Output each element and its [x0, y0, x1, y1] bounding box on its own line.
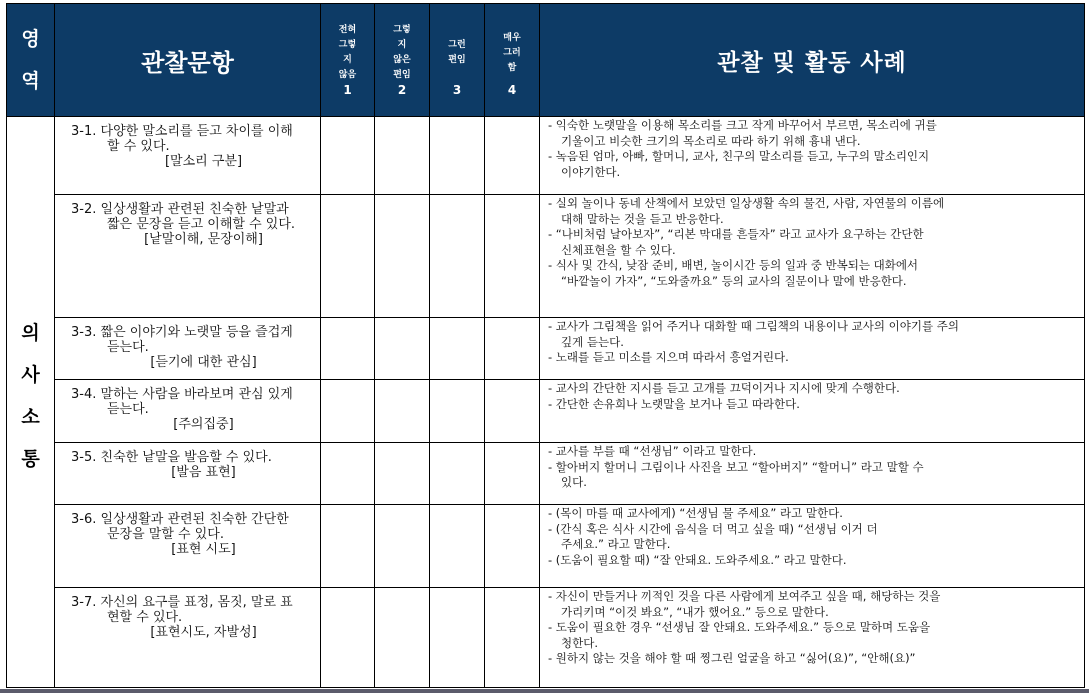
- rating-cell-4[interactable]: [485, 588, 540, 688]
- rating-cell-3[interactable]: [430, 505, 485, 588]
- rating-cell-4[interactable]: [485, 380, 540, 443]
- scale-1-number: 1: [343, 83, 352, 97]
- scale-2-number: 2: [397, 83, 407, 97]
- case-line: - 간단한 손유희나 노랫말을 보거나 듣고 따라한다.: [548, 396, 800, 411]
- case-cell: [540, 443, 1085, 505]
- item-description: 말하는 사람을 바라보며 관심 있게 듣는다.: [100, 387, 293, 417]
- scale-header-4: [485, 4, 540, 117]
- rating-cell-1[interactable]: [321, 505, 375, 588]
- scale-2-line: 지: [397, 40, 407, 50]
- item-category: [듣기에 대한 관심]: [150, 355, 257, 370]
- item-category: [말소리 구분]: [164, 154, 243, 169]
- scale-1-line: 전혀: [338, 25, 357, 35]
- scale-1-line: 그렇: [338, 40, 357, 50]
- scale-3-number: 3: [452, 83, 462, 97]
- rating-cell-1[interactable]: [321, 380, 375, 443]
- item-description: 일상생활과 관련된 친숙한 낱말과 짧은 문장을 듣고 이해할 수 있다.: [100, 202, 296, 232]
- item-category: [발음 표현]: [171, 465, 236, 480]
- rating-cell-2[interactable]: [375, 117, 430, 195]
- rating-cell-1[interactable]: [321, 195, 375, 318]
- case-line: - (간식 혹은 식사 시간에 음식을 더 먹고 싶을 때) “선생님 이거 더: [548, 521, 878, 536]
- item-row: [7, 380, 1085, 443]
- area-header-char: 역: [21, 70, 40, 92]
- item-code: 3-5.: [71, 450, 97, 465]
- case-line: “바깥놀이 가자”, “도와줄까요” 등의 교사의 질문이나 말에 반응한다.: [561, 273, 907, 288]
- item-row: [7, 318, 1085, 380]
- item-text-cell: [55, 505, 321, 588]
- scale-4-line: 그러: [503, 48, 521, 58]
- item-row: [7, 505, 1085, 588]
- item-row: [7, 443, 1085, 505]
- case-line: - “나비처럼 날아보자”, “리본 막대를 흔들자” 라고 교사가 요구하는 간단한: [548, 227, 924, 241]
- item-category: [표현시도, 자발성]: [150, 625, 257, 640]
- scale-3-line: 그런: [448, 40, 466, 50]
- case-cell: [540, 117, 1085, 195]
- scale-2-line: 편임: [393, 70, 411, 80]
- case-line: - 교사를 부를 때 “선생님” 이라고 말한다.: [548, 444, 757, 458]
- case-line: 기울이고 비슷한 크기의 목소리로 따라 하기 위해 흉내 낸다.: [561, 133, 861, 148]
- item-description: 자신의 요구를 표정, 몸짓, 말로 표현할 수 있다.: [100, 595, 293, 625]
- item-description: 일상생활과 관련된 친숙한 간단한 문장을 말할 수 있다.: [100, 512, 289, 542]
- scale-3-line: 편임: [448, 55, 466, 65]
- scale-4-line: 매우: [503, 33, 521, 43]
- header-row: [7, 4, 1085, 117]
- item-text-cell: [55, 117, 321, 195]
- case-line: - 익숙한 노랫말을 이용해 목소리를 크고 작게 바꾸어서 부르면, 목소리에 귀를: [548, 118, 937, 132]
- rating-cell-3[interactable]: [430, 195, 485, 318]
- rating-cell-3[interactable]: [430, 318, 485, 380]
- item-description: 친숙한 낱말을 발음할 수 있다.: [100, 450, 272, 465]
- observation-table: [6, 3, 1085, 688]
- rating-cell-4[interactable]: [485, 318, 540, 380]
- case-line: 가리키며 “이것 봐요”, “내가 했어요.” 등으로 말한다.: [561, 604, 829, 619]
- case-line: - (목이 마를 때 교사에게) “선생님 물 주세요” 라고 말한다.: [548, 506, 843, 520]
- scale-2-line: 않은: [393, 55, 411, 65]
- scale-header-1: [321, 4, 375, 117]
- area-char: 통: [21, 448, 40, 470]
- case-line: - 자신이 만들거나 끼적인 것을 다른 사람에게 보여주고 싶을 때, 해당하는 것을: [548, 589, 941, 603]
- rating-cell-1[interactable]: [321, 588, 375, 688]
- item-row: [7, 195, 1085, 318]
- item-category: [표현 시도]: [171, 542, 236, 557]
- case-line: - 교사의 간단한 지시를 듣고 고개를 끄덕이거나 지시에 맞게 수행한다.: [548, 381, 900, 395]
- rating-cell-2[interactable]: [375, 588, 430, 688]
- case-line: - (도움이 필요할 때) “잘 안돼요. 도와주세요.” 라고 말한다.: [548, 552, 847, 567]
- item-text-cell: [55, 588, 321, 688]
- area-char: 소: [21, 406, 40, 428]
- case-line: 주세요.” 라고 말한다.: [561, 537, 671, 551]
- item-code: 3-7.: [71, 595, 97, 610]
- rating-cell-2[interactable]: [375, 505, 430, 588]
- case-cell: [540, 588, 1085, 688]
- item-category: [주의집중]: [173, 417, 234, 432]
- rating-cell-4[interactable]: [485, 505, 540, 588]
- item-text-cell: [55, 318, 321, 380]
- case-line: 신체표현을 할 수 있다.: [561, 242, 676, 257]
- case-line: - 할아버지 할머니 그림이나 사진을 보고 “할아버지” “할머니” 라고 말할 수: [548, 459, 924, 474]
- item-row: [7, 588, 1085, 688]
- rating-cell-4[interactable]: [485, 195, 540, 318]
- rating-cell-2[interactable]: [375, 195, 430, 318]
- rating-cell-3[interactable]: [430, 380, 485, 443]
- item-text-cell: [55, 195, 321, 318]
- rating-cell-3[interactable]: [430, 117, 485, 195]
- rating-cell-2[interactable]: [375, 443, 430, 505]
- area-cell: [7, 117, 55, 688]
- item-description: 짧은 이야기와 노랫말 등을 즐겁게 듣는다.: [100, 325, 293, 355]
- rating-cell-2[interactable]: [375, 380, 430, 443]
- rating-cell-4[interactable]: [485, 117, 540, 195]
- case-cell: [540, 380, 1085, 443]
- case-line: 청한다.: [561, 635, 598, 650]
- area-char: 사: [21, 364, 40, 386]
- rating-cell-3[interactable]: [430, 443, 485, 505]
- case-line: 이야기한다.: [561, 164, 621, 179]
- case-line: - 도움이 필요한 경우 “선생님 잘 안돼요. 도와주세요.” 등으로 말하며 도움을: [548, 620, 931, 634]
- item-description: 다양한 말소리를 듣고 차이를 이해할 수 있다.: [100, 124, 293, 154]
- item-code: 3-3.: [71, 325, 97, 340]
- window-bottom-edge: [0, 689, 1089, 693]
- item-header: 관찰문항: [55, 4, 321, 117]
- item-row: [7, 117, 1085, 195]
- scale-header-2: [375, 4, 430, 117]
- item-text-cell: [55, 443, 321, 505]
- scale-4-line: 함: [507, 63, 517, 73]
- scale-1-line: 않음: [338, 70, 357, 80]
- item-code: 3-2.: [71, 202, 97, 217]
- case-header: 관찰 및 활동 사례: [540, 4, 1085, 117]
- area-header-char: 영: [21, 28, 40, 50]
- item-code: 3-4.: [71, 387, 97, 402]
- case-line: 있다.: [561, 475, 587, 489]
- area-header: [7, 4, 55, 117]
- item-text-cell: [55, 380, 321, 443]
- scale-4-number: 4: [507, 83, 517, 97]
- case-line: - 교사가 그림책을 읽어 주거나 대화할 때 그림책의 내용이나 교사의 이야기를 주의: [548, 319, 959, 333]
- rating-cell-3[interactable]: [430, 588, 485, 688]
- case-cell: [540, 505, 1085, 588]
- case-line: - 원하지 않는 것을 해야 할 때 찡그린 얼굴을 하고 “싫어(요)”, “안해(요)”: [548, 651, 916, 665]
- case-cell: [540, 318, 1085, 380]
- scale-header-3: [430, 4, 485, 117]
- case-line: - 녹음된 엄마, 아빠, 할머니, 교사, 친구의 말소리를 듣고, 누구의 말소리인지: [548, 149, 930, 163]
- scale-2-line: 그렇: [393, 25, 411, 35]
- rating-cell-2[interactable]: [375, 318, 430, 380]
- rating-cell-1[interactable]: [321, 117, 375, 195]
- case-line: - 실외 놀이나 동네 산책에서 보았던 일상생활 속의 물건, 사람, 자연물의 이름에: [548, 196, 945, 210]
- case-line: 깊게 듣는다.: [561, 334, 624, 349]
- item-category: [낱말이해, 문장이해]: [144, 232, 263, 247]
- scale-1-line: 지: [343, 55, 352, 65]
- case-line: 대해 말하는 것을 듣고 반응한다.: [561, 211, 724, 226]
- case-line: - 식사 및 간식, 낮잠 준비, 배변, 놀이시간 등의 일과 중 반복되는 대화에서: [548, 258, 919, 272]
- rating-cell-1[interactable]: [321, 443, 375, 505]
- item-code: 3-1.: [71, 124, 97, 139]
- rating-cell-1[interactable]: [321, 318, 375, 380]
- item-code: 3-6.: [71, 512, 97, 527]
- area-char: 의: [21, 322, 40, 344]
- case-cell: [540, 195, 1085, 318]
- rating-cell-4[interactable]: [485, 443, 540, 505]
- case-line: - 노래를 듣고 미소를 지으며 따라서 흥얼거린다.: [548, 350, 789, 364]
